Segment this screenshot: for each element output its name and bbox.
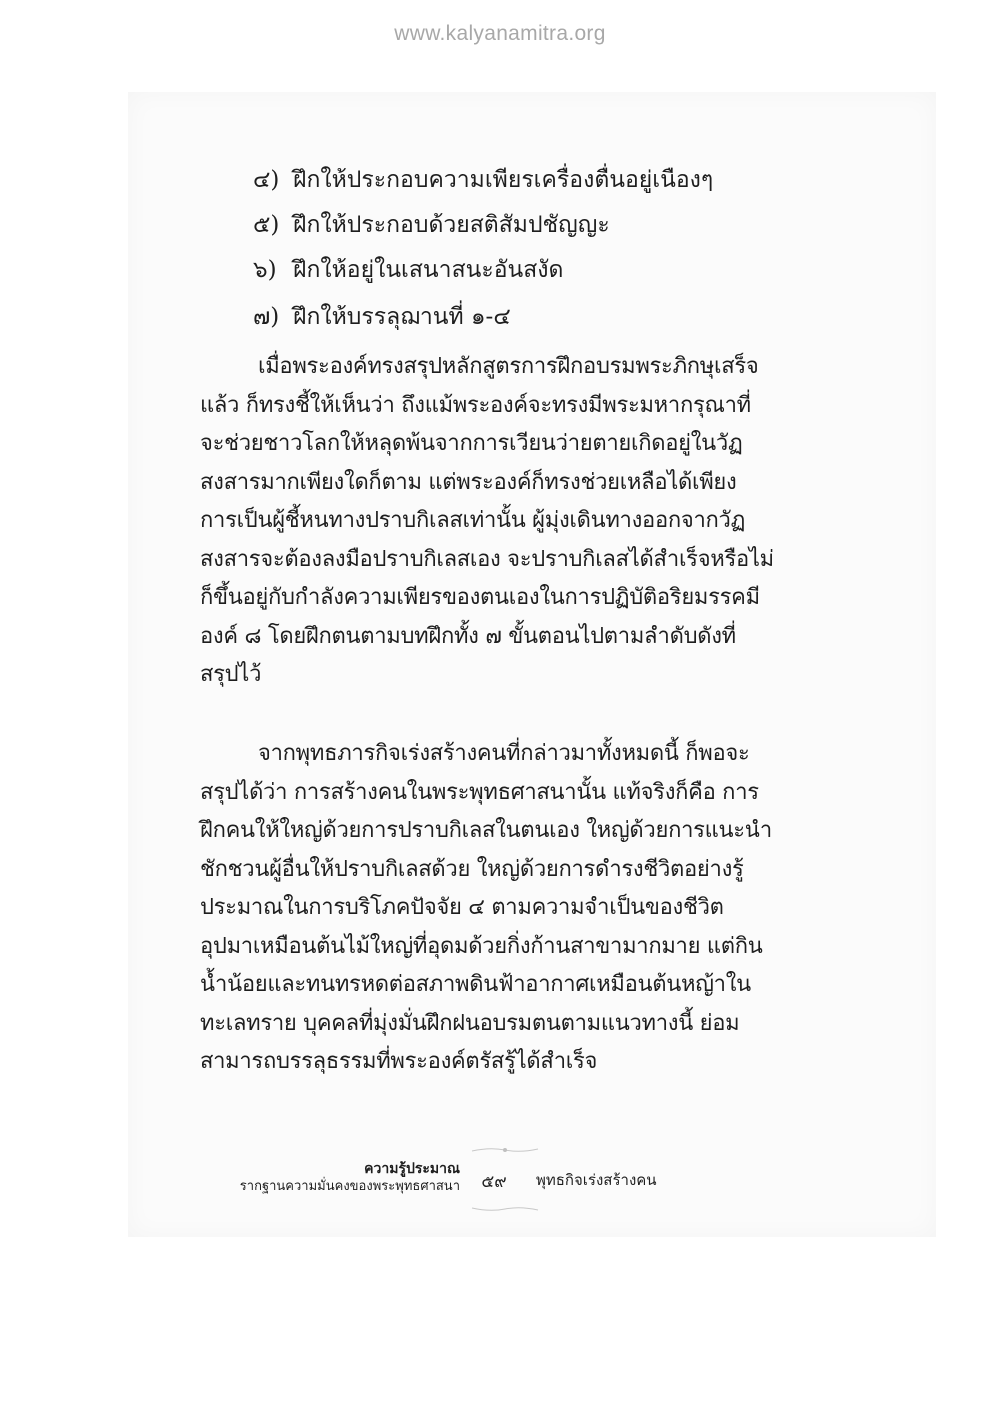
book-subtitle: รากฐานความมั่นคงของพระพุทธศาสนา [239,1179,460,1194]
text-line: น้ำน้อยและทนทรหดต่อสภาพดินฟ้าอากาศเหมือนต้นหญ้าใน [200,972,751,997]
text-line: ฝึกคนให้ใหญ่ด้วยการปราบกิเลสในตนเอง ใหญ่ด้วยการแนะนำ [200,818,772,843]
footer-book-info [220,1160,460,1196]
book-title: ความรู้ประมาณ [364,1161,460,1177]
list-number: ๖) [253,257,277,283]
list-item [253,255,563,285]
list-number: ๗) [253,304,280,330]
text-line: องค์ ๘ โดยฝึกตนตามบทฝึกทั้ง ๗ ขั้นตอนไปตามลำดับดังที่ [200,623,736,649]
watermark-url: www.kalyanamitra.org [394,22,606,45]
text-line: จะช่วยชาวโลกให้หลุดพ้นจากการเวียนว่ายตายเกิดอยู่ในวัฏ [200,431,743,456]
text-line: ก็ขึ้นอยู่กับกำลังความเพียรของตนเองในการปฏิบัติอริยมรรคมี [200,585,760,610]
text-line: สงสารจะต้องลงมือปราบกิเลสเอง จะปราบกิเลสได้สำเร็จหรือไม่ [200,546,774,572]
text-line: เมื่อพระองค์ทรงสรุปหลักสูตรการฝึกอบรมพระภิกษุเสร็จ [258,354,759,379]
text-line: สงสารมากเพียงใดก็ตาม แต่พระองค์ก็ทรงช่วยเหลือได้เพียง [200,469,737,495]
text-line: แล้ว ก็ทรงชี้ให้เห็นว่า ถึงแม้พระองค์จะทรงมีพระมหากรุณาที่ [200,392,751,418]
text-line: อุปมาเหมือนต้นไม้ใหญ่ที่อุดมด้วยกิ่งก้านสาขามากมาย แต่กิน [200,933,763,959]
text-line: ชักชวนผู้อื่นให้ปราบกิเลสด้วย ใหญ่ด้วยการดำรงชีวิตอย่างรู้ [200,856,744,882]
text-line: สรุปไว้ [200,662,262,687]
list-item [253,302,511,332]
paragraph-1 [200,348,810,695]
text-line: การเป็นผู้ชี้หนทางปราบกิเลสเท่านั้น ผู้มุ่งเดินทางออกจากวัฏ [200,508,746,533]
list-item [253,210,610,240]
footer-ornament-top [470,1143,540,1157]
paragraph-2 [200,735,810,1082]
chapter-title: พุทธกิจเร่งสร้างคน [536,1171,657,1189]
page-number: ๕๙ [481,1172,507,1192]
list-number: ๕) [253,212,280,238]
text-line: จากพุทธภารกิจเร่งสร้างคนที่กล่าวมาทั้งหมดนี้ ก็พอจะ [258,741,750,766]
text-line: สรุปได้ว่า การสร้างคนในพระพุทธศาสนานั้น แท้จริงก็คือ การ [200,779,759,805]
list-text: ฝึกให้ประกอบด้วยสติสัมปชัญญะ [293,212,610,238]
list-text: ฝึกให้ประกอบความเพียรเครื่องตื่นอยู่เนืองๆ [293,167,714,193]
list-item [253,165,713,195]
text-line: สามารถบรรลุธรรมที่พระองค์ตรัสรู้ได้สำเร็จ [200,1049,598,1074]
footer-ornament-bottom [470,1202,540,1216]
list-text: ฝึกให้บรรลุฌานที่ ๑-๔ [293,304,511,330]
text-line: ประมาณในการบริโภคปัจจัย ๔ ตามความจำเป็นของชีวิต [200,895,724,920]
text-line: ทะเลทราย บุคคลที่มุ่งมั่นฝึกฝนอบรมตนตามแนวทางนี้ ย่อม [200,1010,740,1036]
list-number: ๔) [253,167,280,193]
list-text: ฝึกให้อยู่ในเสนาสนะอันสงัด [293,257,564,283]
